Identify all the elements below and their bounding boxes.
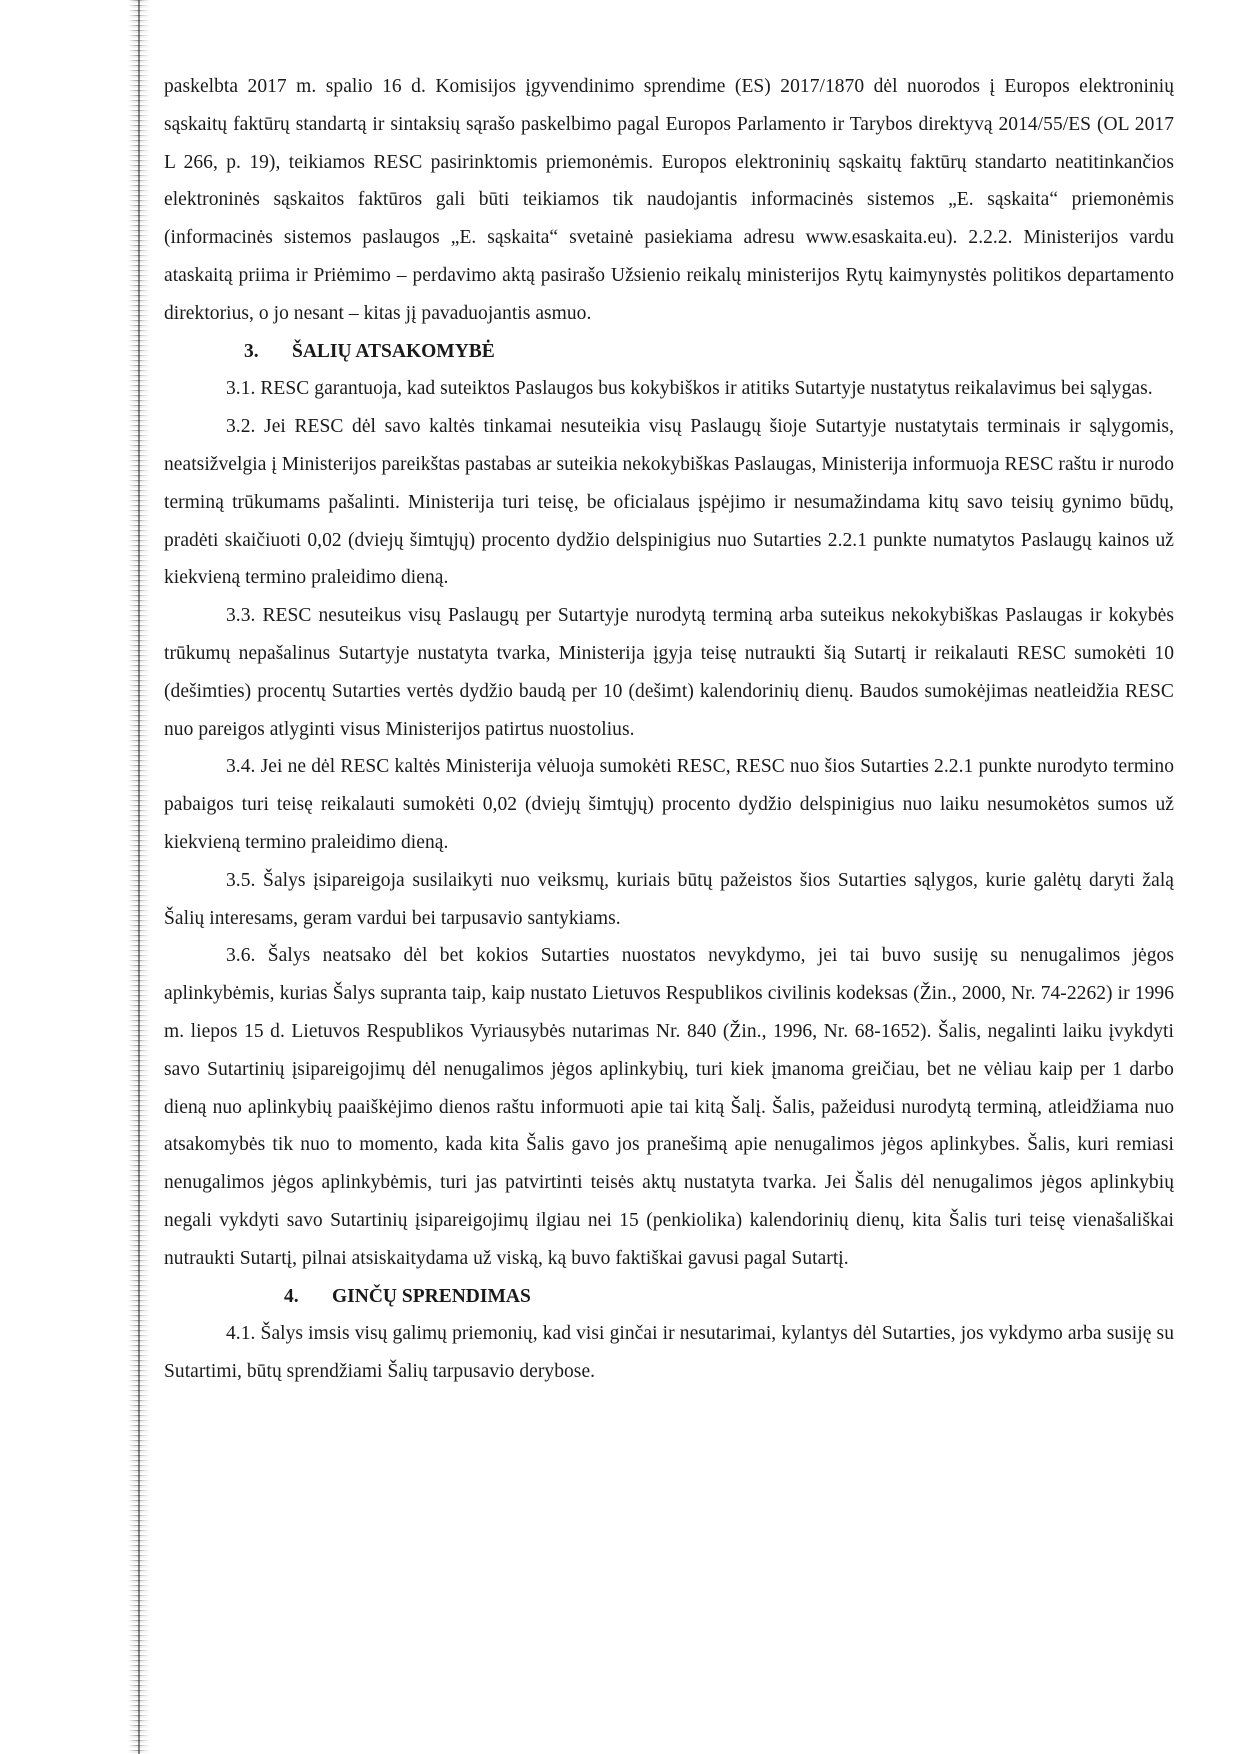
paragraph-3-2: 3.2. Jei RESC dėl savo kaltės tinkamai nesuteikia visų Paslaugų šioje Sutartyje nustatytais terminais ir sąlygomis, neatsižvelgia į Ministerijos pareikštas pastabas ar suteikia nekokybiškas Paslaugas, Ministerija informuoja RESC raštu ir nurodo terminą trūkumams pašalinti. Ministerija turi teisę, be oficialaus įspėjimo ir nesumažindama kitų savo teisių gynimo būdų, pradėti skaičiuoti 0,02 (dviejų šimtųjų) procento dydžio delspinigius nuo Sutarties 2.2.1 punkte numatytos Paslaugų kainos už kiekvieną termino praleidimo dieną. — [164, 416, 1174, 589]
paragraph-3-6: 3.6. Šalys neatsako dėl bet kokios Sutarties nuostatos nevykdymo, jei tai buvo susiję su nenugalimos jėgos aplinkybėmis, kurias Šalys supranta taip, kaip nustato Lietuvos Respublikos civilinis kodeksas (Žin., 2000, Nr. 74-2262) ir 1996 m. liepos 15 d. Lietuvos Respublikos Vyriausybės nutarimas Nr. 840 (Žin., 1996, Nr. 68-1652). Šalis, negalinti laiku įvykdyti savo Sutartinių įsipareigojimų dėl nenugalimos jėgos aplinkybių, turi kiek įmanoma greičiau, bet ne vėliau kaip per 1 darbo dieną nuo aplinkybių paaiškėjimo dienos raštu informuoti apie tai kitą Šalį. Šalis, pažeidusi nurodytą terminą, atleidžiama nuo atsakomybės tik nuo to momento, kada kita Šalis gavo jos pranešimą apie nenugalimos jėgos aplinkybes. Šalis, kuri remiasi nenugalimos jėgos aplinkybėmis, turi jas patvirtinti teisės aktų nustatyta tvarka. Jei Šalis dėl nenugalimos jėgos aplinkybių negali vykdyti savo Sutartinių įsipareigojimų ilgiau nei 15 (penkiolika) kalendorinių dienų, kita Šalis turi teisę vienašališkai nutraukti Sutartį, pilnai atsiskaitydama už viską, ką buvo faktiškai gavusi pagal Sutartį. — [164, 945, 1174, 1269]
paragraph-3-5: 3.5. Šalys įsipareigoja susilaikyti nuo veiksmų, kuriais būtų pažeistos šios Sutarties sąlygos, kurie galėtų daryti žalą Šalių interesams, geram vardui bei tarpusavio santykiams. — [164, 869, 1174, 929]
scan-binding-line — [138, 0, 140, 1754]
intro-paragraph: paskelbta 2017 m. spalio 16 d. Komisijos įgyvendinimo sprendime (ES) 2017/1870 dėl nuorodos į Europos elektroninių sąskaitų faktūrų standartą ir sintaksių sąrašo paskelbimo pagal Europos Parlamento ir Tarybos direktyvą 2014/55/ES (OL 2017 L 266, p. 19), teikiamos RESC pasirinktomis priemonėmis. Europos elektroninių sąskaitų faktūrų standarto neatitinkančios elektroninės sąskaitos faktūros gali būti teikiamos tik naudojantis informacinės sistemos „E. sąskaita“ priemonėmis (informacinės sistemos paslaugos „E. sąskaita“ svetainė pasiekiama adresu www.esaskaita.eu). 2.2.2. Ministerijos vardu ataskaitą priima ir Priėmimo – perdavimo aktą pasirašo Užsienio reikalų ministerijos Rytų kaimynystės politikos departamento direktorius, o jo nesant – kitas jį pavaduojantis asmuo. — [164, 76, 1174, 324]
paragraph-3-3: 3.3. RESC nesuteikus visų Paslaugų per Sutartyje nurodytą terminą arba suteikus nekokybiškas Paslaugas ir kokybės trūkumų nepašalinus Sutartyje nustatyta tvarka, Ministerija įgyja teisę nutraukti šią Sutartį ir reikalauti RESC sumokėti 10 (dešimties) procentų Sutarties vertės dydžio baudą per 10 (dešimt) kalendorinių dienų. Baudos sumokėjimas neatleidžia RESC nuo pareigos atlyginti visus Ministerijos patirtus nuostolius. — [164, 605, 1174, 740]
paragraph-3-4: 3.4. Jei ne dėl RESC kaltės Ministerija vėluoja sumokėti RESC, RESC nuo šios Sutarties 2.2.1 punkte nurodyto termino pabaigos turi teisę reikalauti sumokėti 0,02 (dviejų šimtųjų) procento dydžio delspinigius nuo laiku nesumokėtos sumos už kiekvieną termino praleidimo dieną. — [164, 756, 1174, 853]
section-4-heading — [164, 1278, 1174, 1316]
paragraph-3-1: 3.1. RESC garantuoja, kad suteiktos Paslaugos bus kokybiškos ir atitiks Sutartyje nustatytus reikalavimus bei sąlygas. — [226, 378, 1153, 400]
section-3-title: ŠALIŲ ATSAKOMYBĖ — [292, 340, 495, 362]
section-4-title: GINČŲ SPRENDIMAS — [332, 1285, 531, 1307]
document-page — [164, 68, 1174, 1391]
paragraph-4-1: 4.1. Šalys imsis visų galimų priemonių, kad visi ginčai ir nesutarimai, kylantys dėl Sutarties, jos vykdymo arba susiję su Sutartimi, būtų sprendžiami Šalių tarpusavio derybose. — [164, 1323, 1174, 1383]
section-3-number: 3. — [244, 340, 259, 362]
section-4-number: 4. — [284, 1285, 299, 1307]
section-3-heading — [164, 333, 1174, 371]
